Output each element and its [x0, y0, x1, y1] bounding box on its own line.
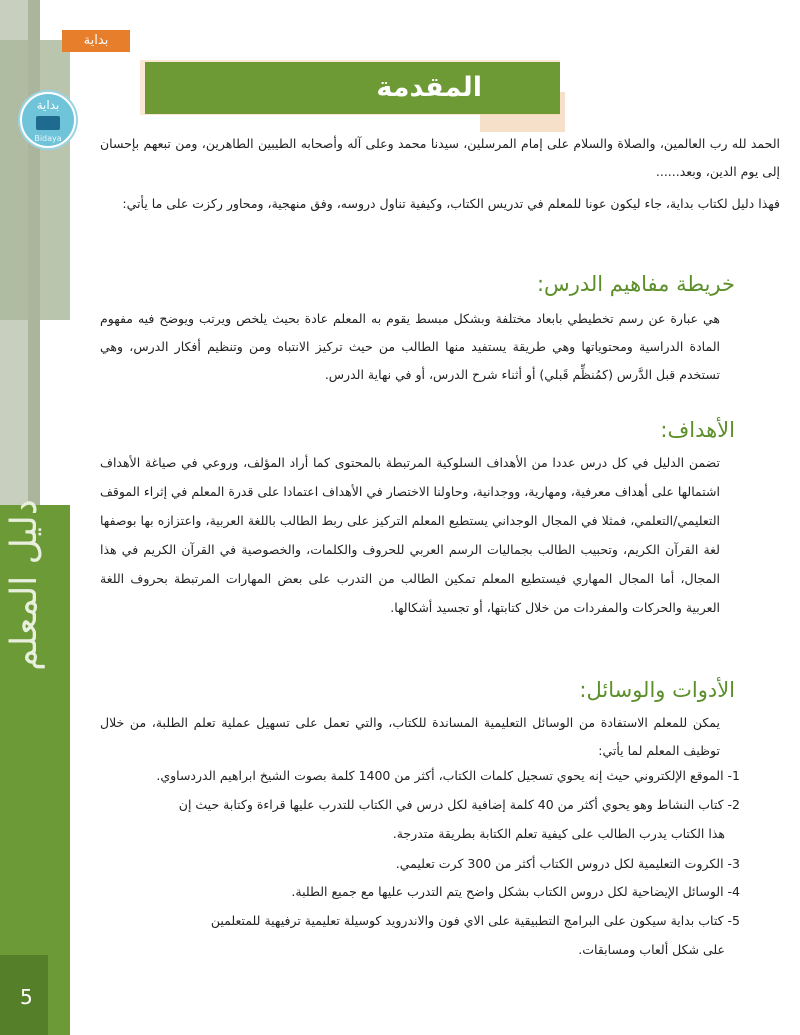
- book-logo: [20, 92, 76, 148]
- page-title: المقدمة: [376, 72, 482, 103]
- intro-paragraph-2: فهذا دليل لكتاب بداية، جاء ليكون عونا للمعلم في تدريس الكتاب، وكيفية تناول دروسه، وفق منهجية، ومحاور ركزت على ما يأتي:: [122, 196, 780, 211]
- tools-intro: يمكن للمعلم الاستفادة من الوسائل التعليمية المساندة للكتاب، والتي تعمل على تسهيل عملية تعلم الطلبة، من خلال توظيف المعلم لما يأتي:: [100, 715, 720, 758]
- vertical-title: دليل المعلم: [4, 499, 45, 671]
- tools-item: 1- الموقع الإلكتروني حيث إنه يحوي تسجيل كلمات الكتاب، أكثر من 1400 كلمة بصوت الشيخ ابراهيم الدردساوي.: [156, 768, 740, 783]
- page-number: 5: [20, 985, 33, 1009]
- goals-paragraph: تضمن الدليل في كل درس عددا من الأهداف السلوكية المرتبطة بالمحتوى كما أراد المؤلف، وروعي في صياغة الأهداف اشتمالها على أهداف معرفية، ومهارية، ووجدانية، وحاولنا الاختصار في الأهداف اعتمادا على قدرة المعلم في إثراء الموقف التعليمي/التعلمي، فمثلا في المجال الوجداني يستطيع المعلم التركيز على ربط الطالب باللغة العربية، واعتزازه بها بوصفها لغة القرآن الكريم، وتحبيب الطالب بجماليات الرسم العربي للحروف والكلمات، والخصوصية في القرآن الكريم في هذا المجال، أما المجال المهاري فيستطيع المعلم تمكين الطالب من التدرب على بعض المهارات المرتبطة بحروف اللغة العربية والحركات والمفردات من خلال كتابتها، أو تجسيد أشكالها.: [99, 455, 720, 615]
- tools-item: 4- الوسائل الإيضاحية لكل دروس الكتاب بشكل واضح يتم التدرب عليها مع جميع الطلبة.: [291, 884, 740, 899]
- tools-item: على شكل ألعاب ومسابقات.: [578, 942, 725, 957]
- book-icon: [36, 116, 60, 130]
- section-heading-goals: الأهداف:: [660, 418, 735, 442]
- logo-text: بداية: [36, 98, 60, 112]
- tools-item: هذا الكتاب يدرب الطالب على كيفية تعلم الكتابة بطريقة متدرجة.: [392, 826, 725, 841]
- logo-subtext: Bidaya: [34, 134, 62, 143]
- page-header: [145, 62, 560, 114]
- tools-item: 3- الكروت التعليمية لكل دروس الكتاب أكثر من 300 كرت تعليمي.: [395, 856, 740, 871]
- intro-paragraph: الحمد لله رب العالمين، والصلاة والسلام على إمام المرسلين، سيدنا محمد وعلى آله وأصحابه الطيبين الطاهرين، ومن تبعهم بإحسان إلى يوم الدين، وبعد......: [100, 136, 780, 179]
- section-heading-tools: الأدوات والوسائل:: [579, 678, 735, 702]
- section-heading-map: خريطة مفاهيم الدرس:: [536, 272, 735, 296]
- map-paragraph: هي عبارة عن رسم تخطيطي بابعاد مختلفة وبشكل مبسط يقوم به المعلم عادة بحيث يلخص ويرتب ويوضح فيه مفهوم المادة الدراسية ومحتوياتها وهي طريقة يستفيد منها الطالب من حيث تركيز الانتباه ومن وتنظيم أفكار الدرس، وهي تستخدم قبل الدَّرس (كمُنظِّم قَبلي) أو أثناء شرح الدرس، أو في نهاية الدرس.: [100, 311, 720, 382]
- series-tag: بداية: [62, 30, 130, 52]
- tools-item: 2- كتاب النشاط وهو يحوي أكثر من 40 كلمة إضافية لكل درس في الكتاب للتدرب عليها قراءة وكتابة حيث إن: [178, 797, 740, 812]
- tools-item: 5- كتاب بداية سيكون على البرامج التطبيقية على الاي فون والاندرويد كوسيلة تعليمية ترفيهية للمتعلمين: [210, 913, 740, 928]
